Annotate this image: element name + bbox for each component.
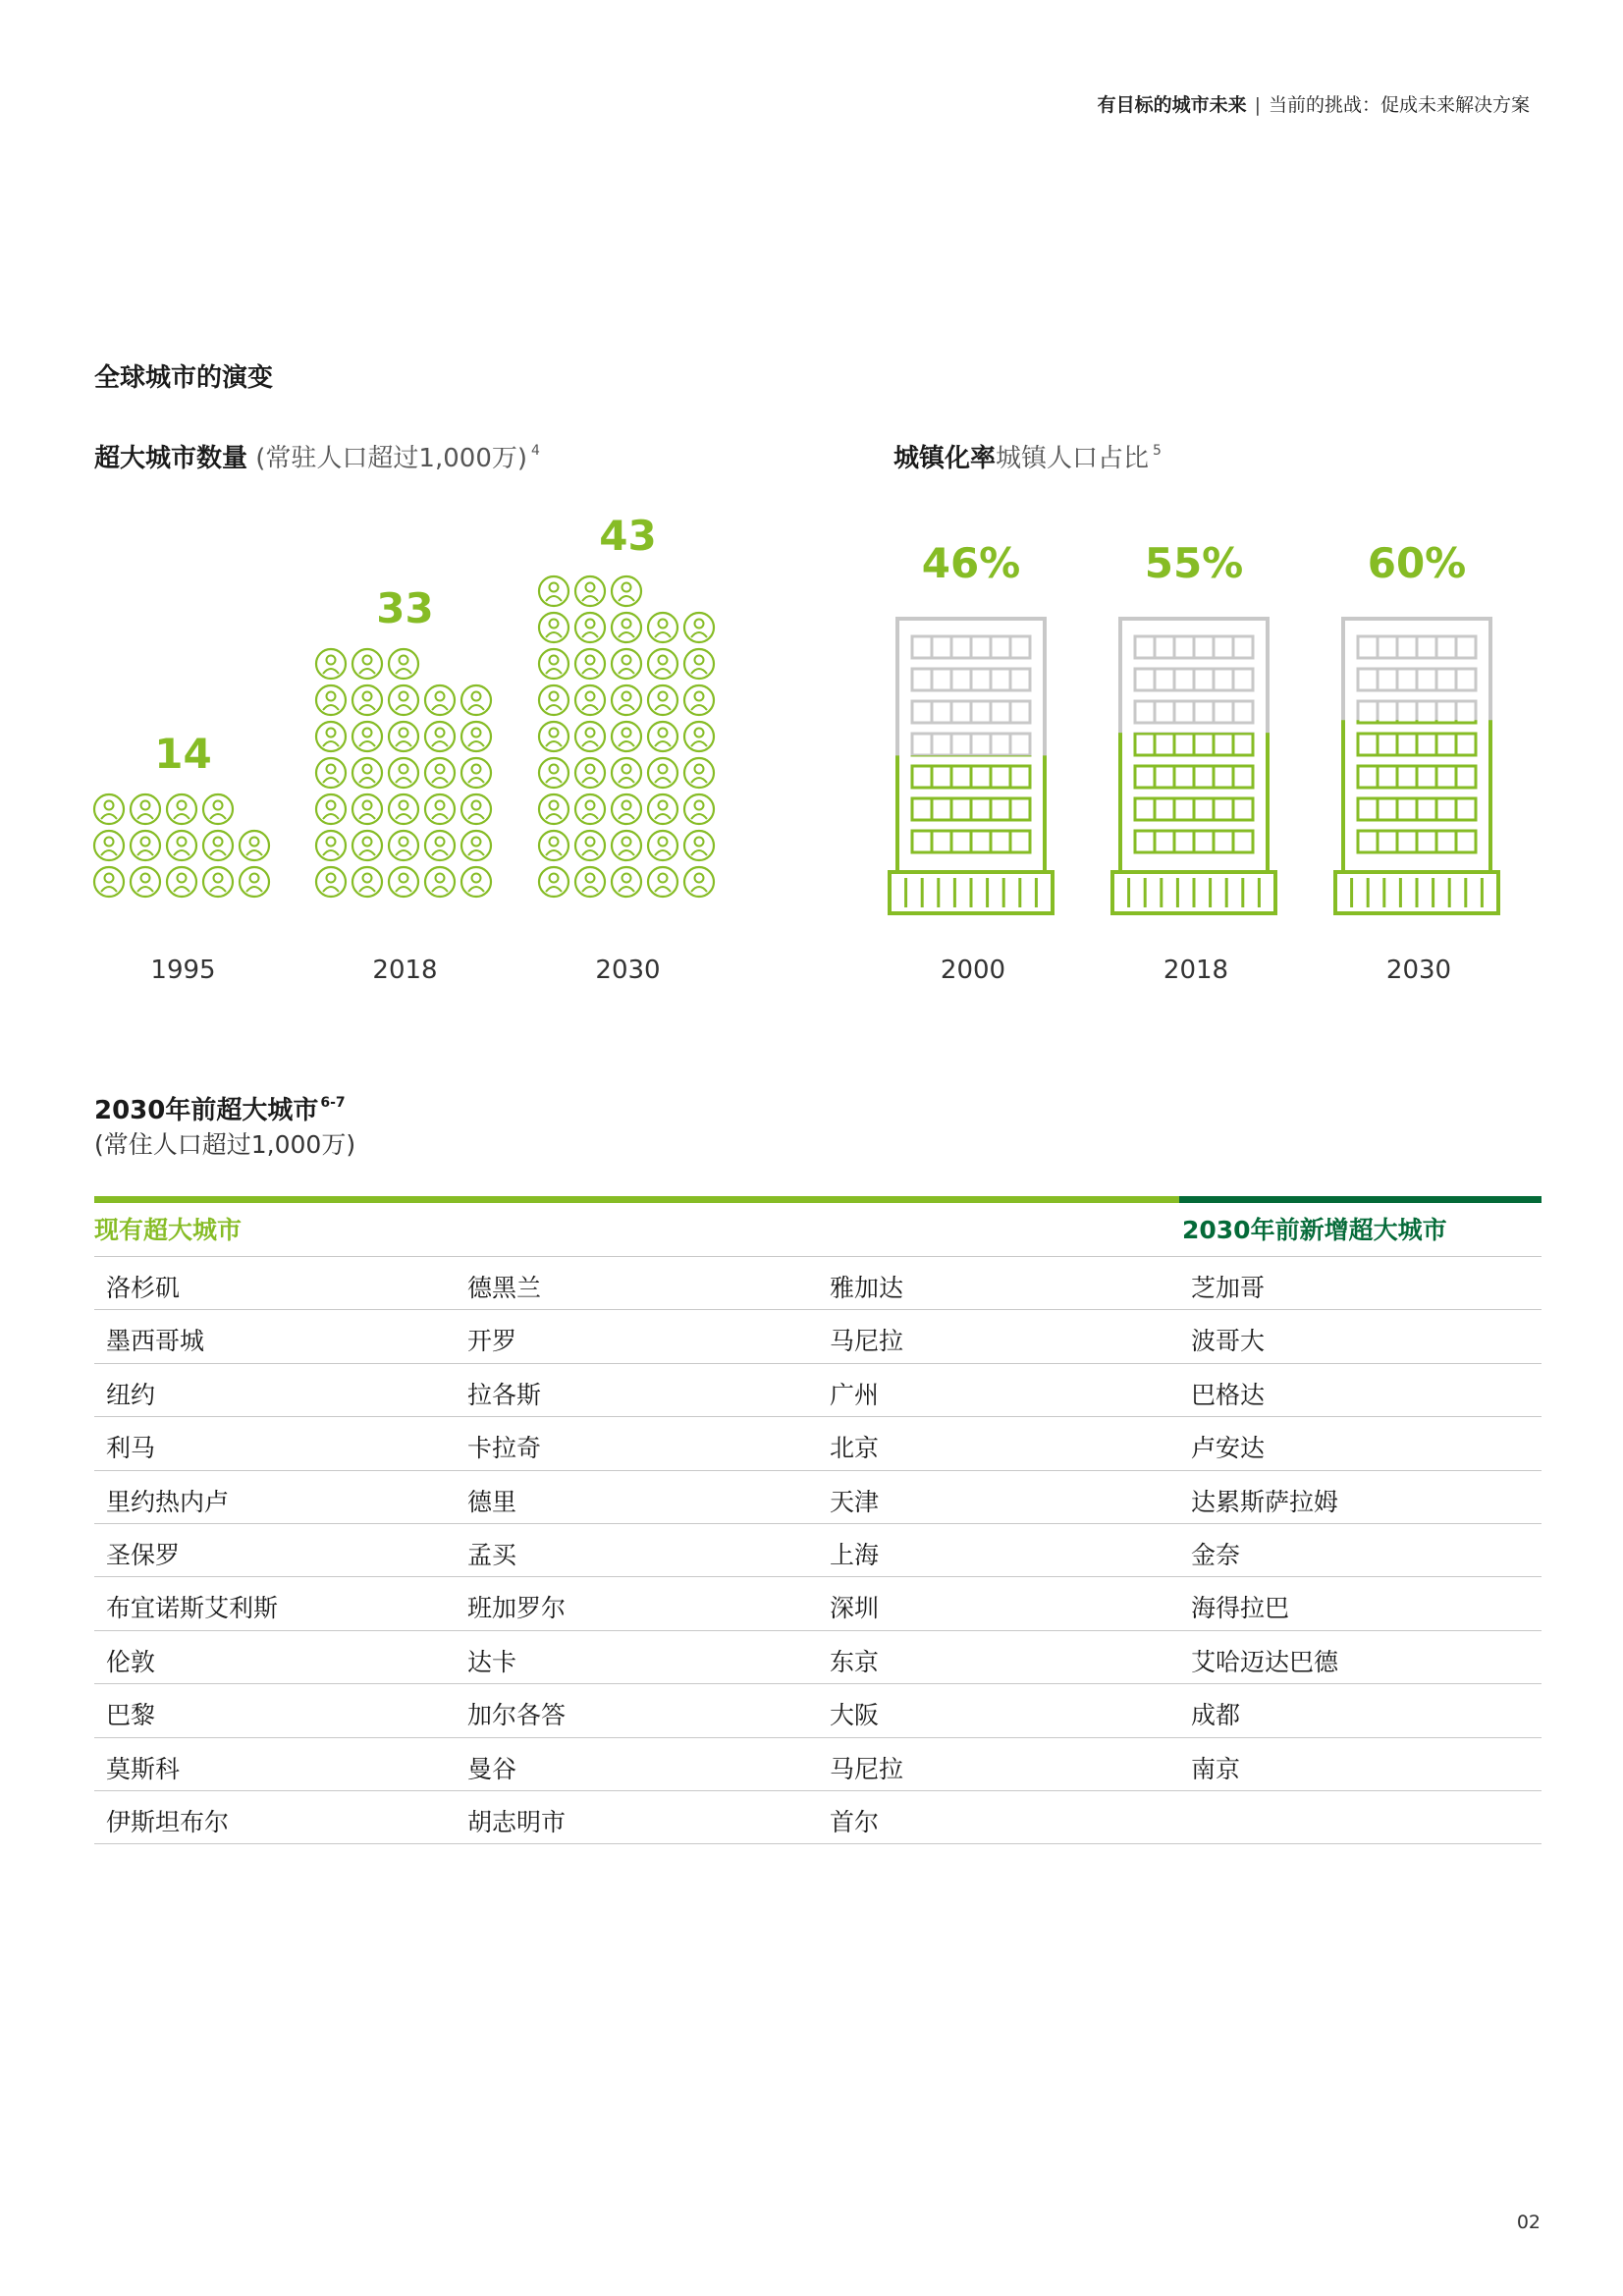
existing-header-bar [94,1196,1179,1203]
existing-city-cell: 卡拉奇 [467,1434,542,1463]
new-city-cell: 金奈 [1191,1541,1241,1569]
page-number: 02 [1516,2212,1541,2233]
new-header: 2030年前新增超大城市 [1182,1216,1447,1244]
existing-city-cell: 拉各斯 [467,1380,542,1409]
row-divider [94,1790,1542,1791]
existing-city-cell: 广州 [830,1380,880,1409]
existing-city-cell: 里约热内卢 [106,1487,230,1516]
urbanization-year-label: 2030 [1385,956,1452,985]
section-title: 全球城市的演变 [94,363,274,393]
existing-city-cell: 大阪 [830,1701,880,1730]
row-divider [94,1470,1542,1471]
megacity-year-label: 2018 [372,956,438,985]
urbanization-title-main: 城镇化率 [893,444,997,473]
existing-city-cell: 马尼拉 [830,1754,904,1783]
megacity-value-label: 43 [599,512,657,560]
existing-city-cell: 伦敦 [106,1647,156,1676]
header-title: 有目标的城市未来 [1097,94,1247,116]
building-base [890,872,1053,913]
existing-city-cell: 雅加达 [830,1274,904,1302]
row-divider [94,1737,1542,1738]
building-base [1335,872,1498,913]
row-divider [94,1576,1542,1577]
row-divider [94,1416,1542,1417]
building-base [1112,872,1275,913]
new-city-cell: 海得拉巴 [1191,1594,1290,1623]
megacity-year-label: 1995 [150,956,216,985]
existing-city-cell: 曼谷 [467,1754,517,1783]
new-city-cell: 达累斯萨拉姆 [1191,1487,1339,1516]
existing-city-cell: 北京 [830,1434,880,1463]
existing-city-cell: 纽约 [106,1380,156,1409]
table-title [94,1090,346,1126]
row-divider [94,1363,1542,1364]
urbanization-year-label: 2018 [1163,956,1229,985]
existing-city-cell: 利马 [106,1434,156,1463]
table-subtitle: (常住人口超过1,000万) [94,1130,356,1159]
existing-city-cell: 首尔 [830,1808,880,1836]
row-divider [94,1256,1542,1257]
urbanization-title-sub: 城镇人口占比 [996,444,1150,473]
new-city-cell: 巴格达 [1191,1380,1266,1409]
new-city-cell: 卢安达 [1191,1434,1266,1463]
urbanization-percent-label: 55% [1144,539,1244,587]
megacity-title-sub: (常驻人口超过1,000万) [255,444,528,473]
existing-city-cell: 达卡 [467,1647,517,1676]
existing-city-cell: 上海 [830,1541,880,1569]
megacity-value-label: 14 [154,730,212,778]
header-subtitle: 当前的挑战：促成未来解决方案 [1268,94,1530,116]
existing-city-cell: 深圳 [830,1594,880,1623]
urbanization-year-label: 2000 [940,956,1006,985]
new-city-cell: 艾哈迈达巴德 [1191,1647,1339,1676]
existing-city-cell: 马尼拉 [830,1327,904,1356]
existing-city-cell: 班加罗尔 [467,1594,567,1623]
urbanization-footnote: 5 [1153,443,1162,459]
existing-city-cell: 伊斯坦布尔 [106,1808,230,1836]
existing-header: 现有超大城市 [94,1216,243,1244]
existing-city-cell: 开罗 [467,1327,517,1356]
megacity-title-main: 超大城市数量 [94,444,248,473]
table-footnote: 6-7 [320,1095,346,1111]
table-title-text: 2030年前超大城市 [94,1096,319,1125]
existing-city-cell: 布宜诺斯艾利斯 [106,1594,279,1623]
new-city-cell: 波哥大 [1191,1327,1266,1356]
megacity-value-label: 33 [376,584,434,632]
existing-city-cell: 孟买 [467,1541,517,1569]
existing-city-cell: 莫斯科 [106,1754,181,1783]
urbanization-percent-label: 60% [1367,539,1467,587]
megacity-footnote: 4 [531,443,540,459]
new-city-cell: 成都 [1191,1701,1241,1730]
row-divider [94,1309,1542,1310]
existing-city-cell: 加尔各答 [467,1701,567,1730]
row-divider [94,1843,1542,1844]
existing-city-cell: 胡志明市 [467,1808,567,1836]
existing-city-cell: 德黑兰 [467,1274,542,1302]
existing-city-cell: 洛杉矶 [106,1274,181,1302]
building-2030 [1335,539,1498,985]
existing-city-cell: 天津 [830,1487,880,1516]
existing-city-cell: 墨西哥城 [106,1327,205,1356]
new-city-cell: 南京 [1191,1754,1241,1783]
existing-city-cell: 德里 [467,1487,517,1516]
building-2018 [1112,539,1275,985]
megacity-year-label: 2030 [595,956,661,985]
row-divider [94,1683,1542,1684]
urbanization-percent-label: 46% [921,539,1021,587]
new-header-bar [1179,1196,1542,1203]
header-separator: | [1254,94,1261,116]
row-divider [94,1630,1542,1631]
row-divider [94,1523,1542,1524]
existing-city-cell: 巴黎 [106,1701,156,1730]
existing-city-cell: 圣保罗 [106,1541,181,1569]
existing-city-cell: 东京 [830,1647,880,1676]
new-city-cell: 芝加哥 [1191,1274,1266,1302]
building-2000 [890,539,1053,985]
